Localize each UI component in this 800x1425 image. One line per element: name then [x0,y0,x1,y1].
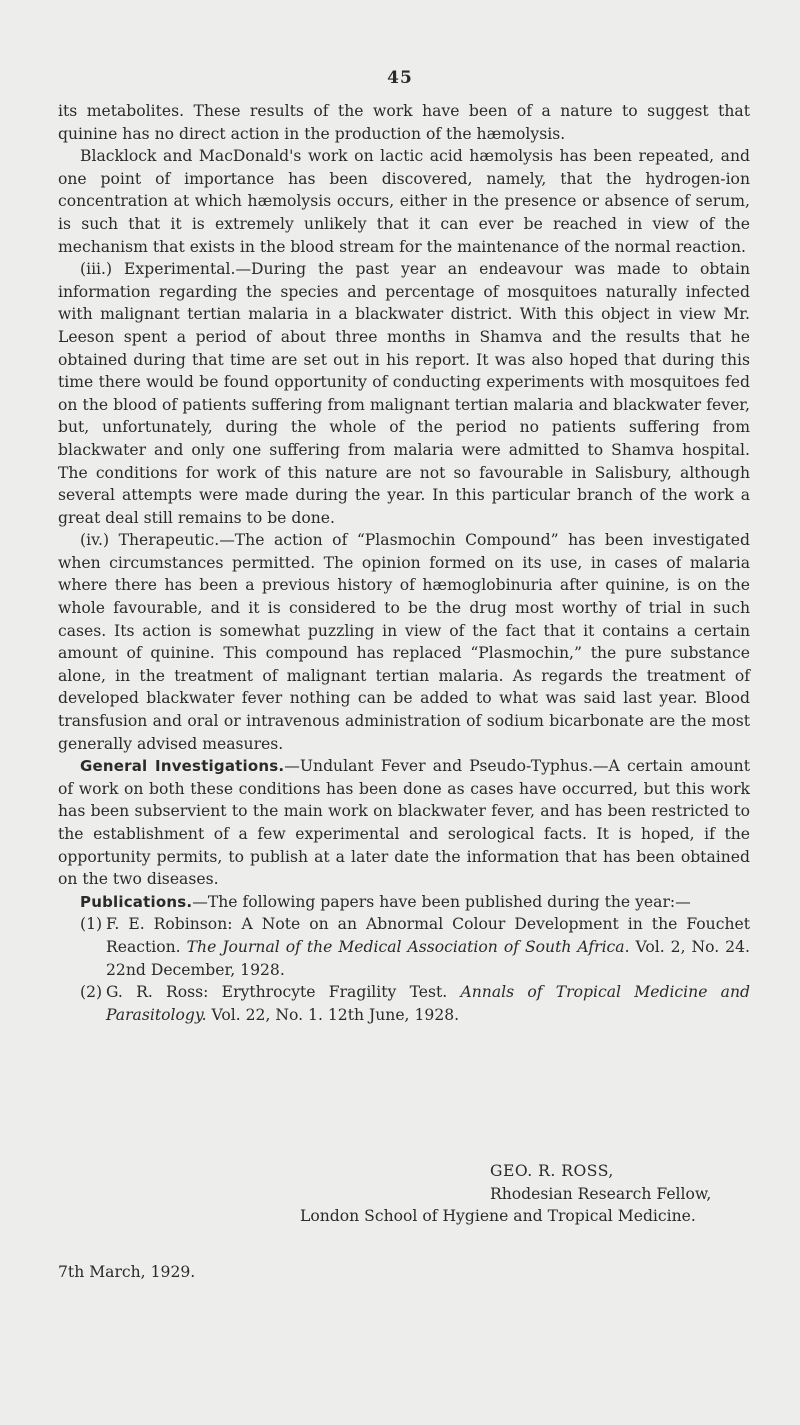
publication-details: Vol. 22, No. 1. 12th June, 1928. [206,1005,460,1024]
paragraph-publications [58,891,750,914]
signature-block [300,1160,760,1228]
document-date: 7th March, 1929. [58,1263,196,1281]
page-number: 45 [387,68,413,88]
general-investigations-heading: General Investigations. [80,757,285,776]
publication-details: Vol. 2, No. 24. 22nd December, 1928. [106,937,750,979]
publications-heading: Publications. [80,892,193,911]
paragraph-therapeutic: (iv.) Therapeutic.—The action of “Plasmochin Compound” has been investigated when circumstances permitted. The opinion formed on its use, in cases of malaria where there has been a previous history of hæmoglobinuria after quinine, is on the whole favourable, and it is considered to be the drug most worthy of trial in such cases. Its action is somewhat puzzling in view of the fact that it contains a certain amount of quinine. This compound has replaced “Plasmochin,” the pure substance alone, in the treatment of malignant tertian malaria. As regards the treatment of developed blackwater fever nothing can be added to what was said last year. Blood transfusion and oral or intravenous administration of sodium bicarbonate are the most generally advised measures. [58,531,750,753]
paragraph-lactic-acid: Blacklock and MacDonald's work on lactic acid hæmolysis has been repeated, and one point of importance has been discovered, namely, that the hydrogen-ion concentration at which hæmolysis occurs, either in the presence or absence of serum, is such that it is extremely unlikely that it can ever be reached in view of the mechanism that exists in the blood stream for the maintenance of the normal reaction. [58,147,750,256]
signature-institution: London School of Hygiene and Tropical Medicine. [300,1207,696,1226]
publication-item [58,981,750,1026]
general-investigations-text: —Undulant Fever and Pseudo-Typhus.—A certain amount of work on both these conditions has been done as cases have occurred, but this work has been subservient to the main work on blackwater fever, and has been restricted to the establishment of a few experimental and serological facts. It is hoped, if the opportunity permits, to publish at a later date the information that has been obtained on the two diseases. [58,757,750,889]
publication-journal: Annals of Tropical Medicine and Parasitology. [106,983,750,1024]
signature-title: Rhodesian Research Fellow, [490,1184,712,1203]
publication-authors: F. E. Robinson: A Note on an Abnormal Colour Development in the Fouchet Reaction. [106,915,750,956]
paragraph-metabolites: its metabolites. These results of the work have been of a nature to suggest that quinine has no direct action in the production of the hæmolysis. [58,102,750,143]
publications-intro: —The following papers have been published during the year:— [192,892,691,911]
publication-number: (1) [80,915,103,934]
publication-number: (2) [80,983,103,1002]
body-text [58,100,750,1026]
signature-name: GEO. R. ROSS, [490,1162,614,1180]
publication-authors: G. R. Ross: Erythrocyte Fragility Test. [106,983,461,1002]
paragraph-general-investigations [58,755,750,891]
paragraph-experimental: (iii.) Experimental.—During the past year an endeavour was made to obtain information regarding the species and percentage of mosquitoes naturally infected with malignant tertian malaria in a blackwater district. With this object in view Mr. Leeson spent a period of about three months in Shamva and the results that he obtained during that time are set out in his report. It was also hoped that during this time there would be found opportunity of conducting experiments with mosquitoes fed on the blood of patients suffering from malignant tertian malaria and blackwater fever, but, unfortunately, during the whole of the period no patients suffering from blackwater and only one suffering from malaria were admitted to Shamva hospital. The conditions for work of this nature are not so favourable in Salisbury, although several attempts were made during the year. In this particular branch of the work a great deal still remains to be done. [58,260,750,527]
publication-item [58,913,750,981]
publication-journal: The Journal of the Medical Association of South Africa. [186,937,630,956]
